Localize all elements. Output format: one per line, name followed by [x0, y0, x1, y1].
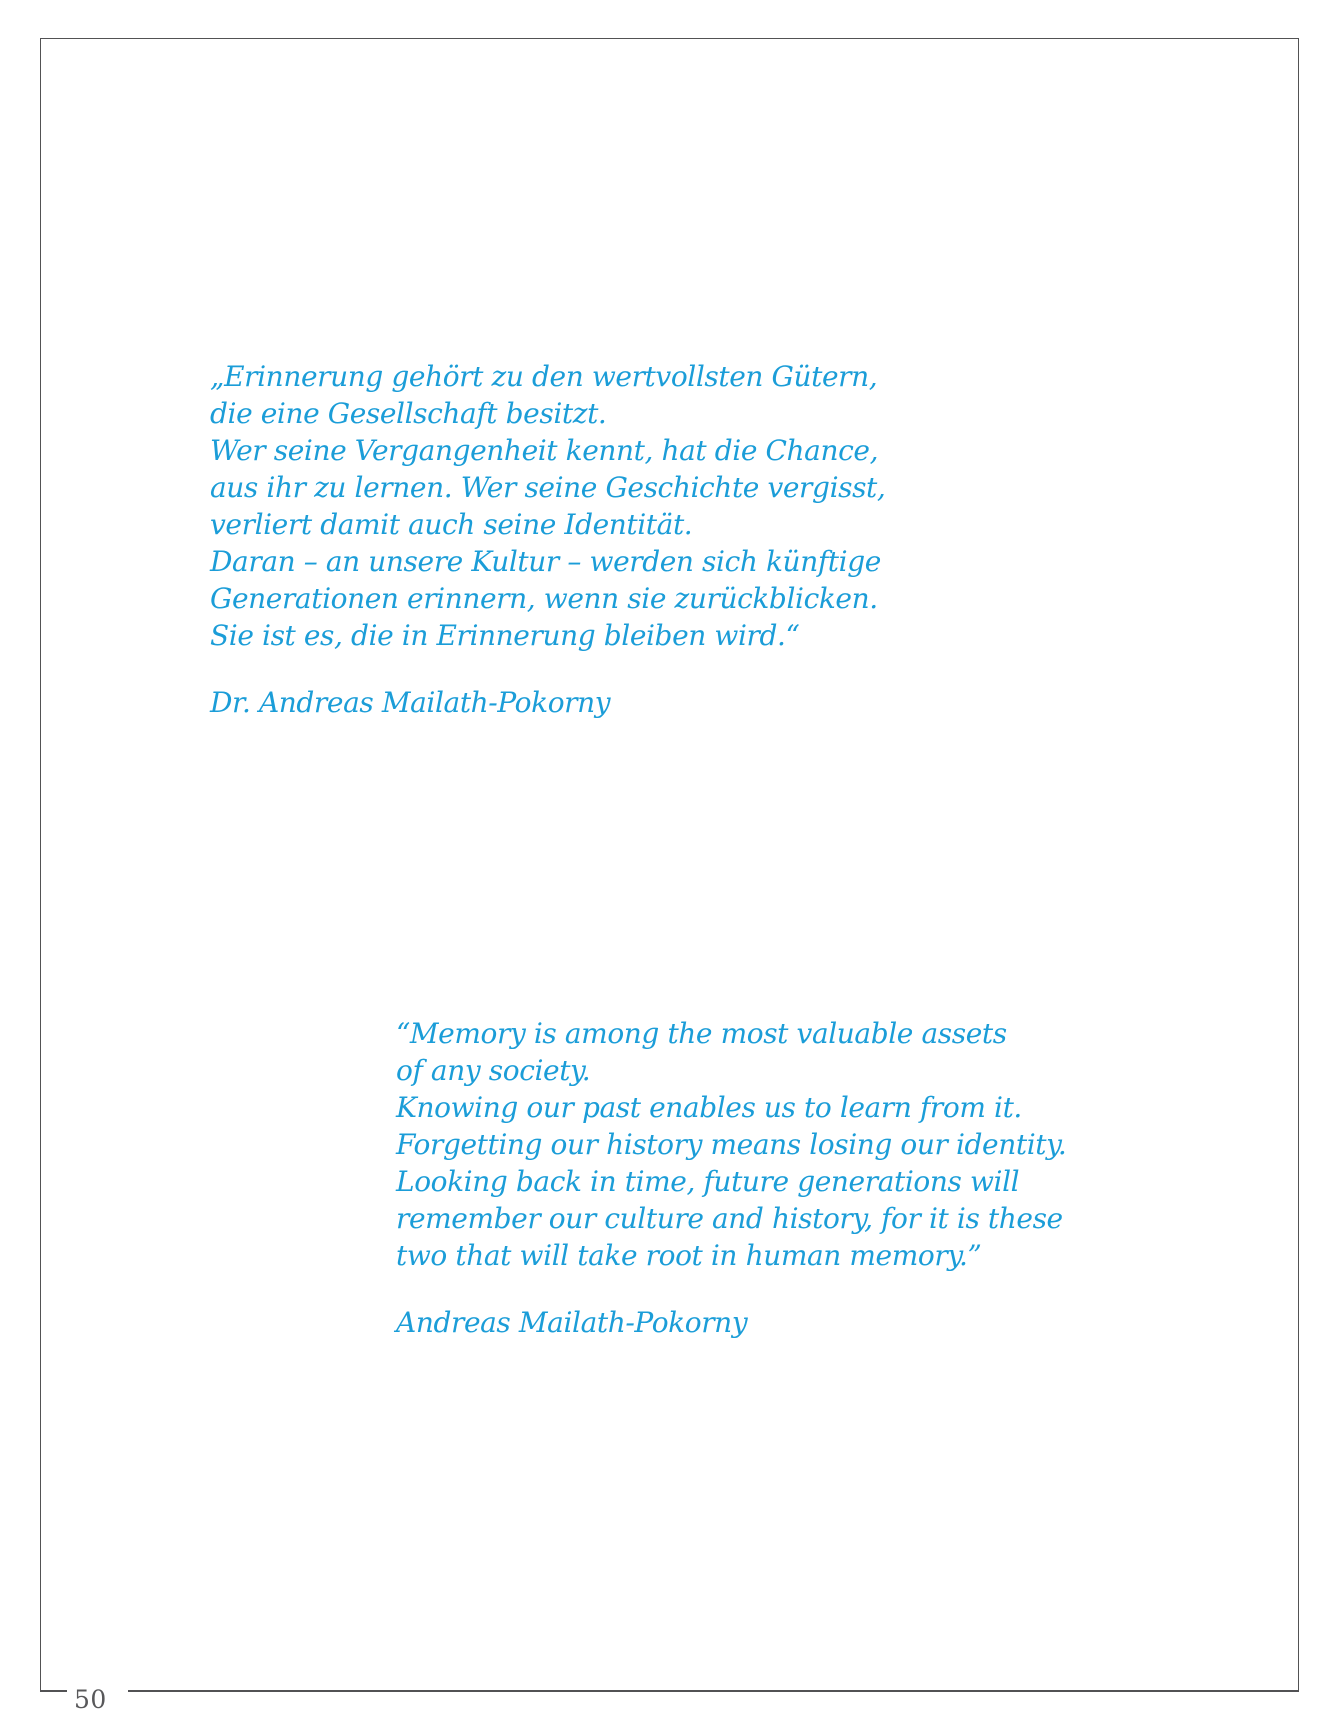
quote-german-line: Generationen erinnern, wenn sie zurückblicken.: [210, 582, 878, 615]
quote-english-attribution: Andreas Mailath-Pokorny: [396, 1306, 748, 1339]
quote-german-line: Sie ist es, die in Erinnerung bleiben wird.“: [210, 619, 800, 652]
quote-german: [210, 358, 885, 721]
bottom-rule-right-segment: [128, 1690, 1299, 1692]
quote-english-line: Forgetting our history means losing our identity.: [396, 1128, 1067, 1161]
quote-english-line: remember our culture and history, for it is these: [396, 1202, 1063, 1235]
quote-german-line: Daran – an unsere Kultur – werden sich künftige: [210, 545, 881, 578]
quote-english-line: “Memory is among the most valuable assets: [396, 1017, 1007, 1050]
quote-english: [396, 1015, 1066, 1341]
page-number: 50: [74, 1685, 107, 1714]
quote-german-line: Wer seine Vergangenheit kennt, hat die Chance,: [210, 434, 879, 467]
quote-german-line: verliert damit auch seine Identität.: [210, 508, 693, 541]
quote-english-line: Knowing our past enables us to learn from it.: [396, 1091, 1022, 1124]
quote-english-line: two that will take root in human memory.”: [396, 1239, 982, 1272]
quote-german-line: die eine Gesellschaft besitzt.: [210, 397, 607, 430]
bottom-rule-left-segment: [40, 1690, 67, 1692]
quote-german-attribution: Dr. Andreas Mailath-Pokorny: [210, 686, 611, 719]
quote-german-line: „Erinnerung gehört zu den wertvollsten Gütern,: [210, 360, 878, 393]
quote-english-line: Looking back in time, future generations will: [396, 1165, 1020, 1198]
quote-english-line: of any society.: [396, 1054, 591, 1087]
quote-german-line: aus ihr zu lernen. Wer seine Geschichte vergisst,: [210, 471, 886, 504]
page-frame: [40, 38, 1299, 1691]
